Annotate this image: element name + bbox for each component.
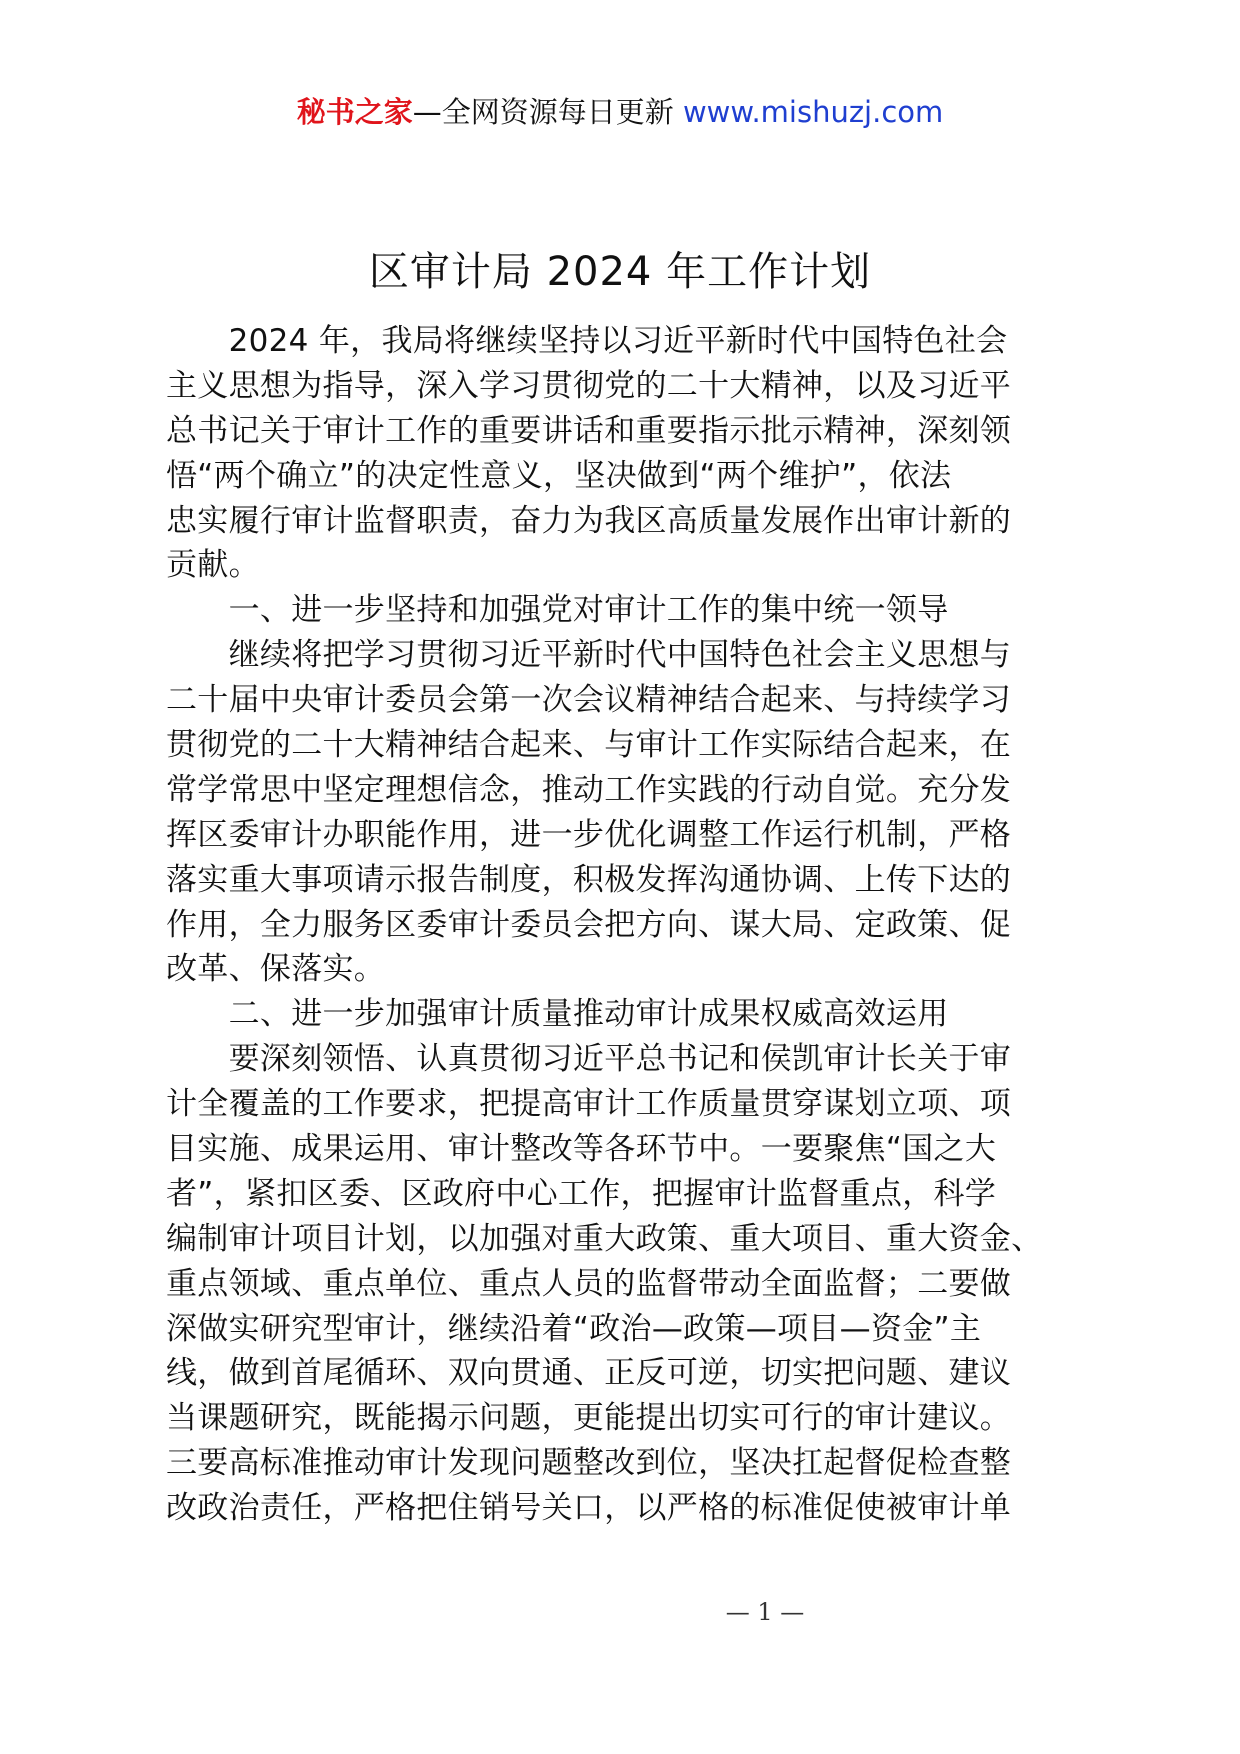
body-line: 改政治责任，严格把住销号关口，以严格的标准促使被审计单 [166,1490,1012,1527]
site-url-link[interactable]: www.mishuzj.com [682,95,944,129]
body-line: 目实施、成果运用、审计整改等各环节中。一要聚焦“国之大 [166,1131,997,1168]
site-tagline: —全网资源每日更新 [412,95,674,129]
body-line: 2024 年，我局将继续坚持以习近平新时代中国特色社会 [166,323,1008,359]
body-line: 编制审计项目计划，以加强对重大政策、重大项目、重大资金、 [166,1220,1043,1257]
body-line: 继续将把学习贯彻习近平新时代中国特色社会主义思想与 [166,637,1012,674]
site-header [0,92,1240,132]
body-line: 挥区委审计办职能作用，进一步优化调整工作运行机制，严格 [166,816,1012,853]
body-line: 悟“两个确立”的决定性意义，坚决做到“两个维护”，依法 [166,457,952,494]
body-line: 常学常思中坚定理想信念，推动工作实践的行动自觉。充分发 [166,771,1012,808]
body-line: 改革、保落实。 [166,951,386,988]
body-line: 落实重大事项请示报告制度，积极发挥沟通协调、上传下达的 [166,861,1012,898]
body-line: 作用，全力服务区委审计委员会把方向、谋大局、定政策、促 [166,906,1012,943]
document-body [166,319,1086,1531]
section-heading-2: 二、进一步加强审计质量推动审计成果权威高效运用 [166,996,949,1033]
body-line: 重点领域、重点单位、重点人员的监督带动全面监督；二要做 [166,1265,1012,1302]
body-line: 总书记关于审计工作的重要讲话和重要指示批示精神，深刻领 [166,412,1012,449]
body-line: 深做实研究型审计，继续沿着“政治—政策—项目—资金”主 [166,1310,982,1347]
body-line: 忠实履行审计监督职责，奋力为我区高质量发展作出审计新的 [166,502,1012,539]
body-line: 计全覆盖的工作要求，把提高审计工作质量贯穿谋划立项、项 [166,1086,1012,1123]
body-line: 要深刻领悟、认真贯彻习近平总书记和侯凯审计长关于审 [166,1041,1012,1078]
body-line: 线，做到首尾循环、双向贯通、正反可逆，切实把问题、建议 [166,1355,1012,1392]
site-brand: 秘书之家 [296,95,413,129]
body-line: 三要高标准推动审计发现问题整改到位，坚决扛起督促检查整 [166,1445,1012,1482]
section-heading-1: 一、进一步坚持和加强党对审计工作的集中统一领导 [166,592,949,629]
document-title: 区审计局 2024 年工作计划 [368,249,872,295]
body-line: 贯彻党的二十大精神结合起来、与审计工作实际结合起来，在 [166,727,1012,764]
page-number: — 1 — [725,1598,805,1626]
body-line: 当课题研究，既能揭示问题，更能提出切实可行的审计建议。 [166,1400,1012,1437]
body-line: 贡献。 [166,547,260,584]
body-line: 者”，紧扣区委、区政府中心工作，把握审计监督重点，科学 [166,1175,997,1212]
body-line: 二十届中央审计委员会第一次会议精神结合起来、与持续学习 [166,682,1012,719]
body-line: 主义思想为指导，深入学习贯彻党的二十大精神，以及习近平 [166,367,1012,404]
